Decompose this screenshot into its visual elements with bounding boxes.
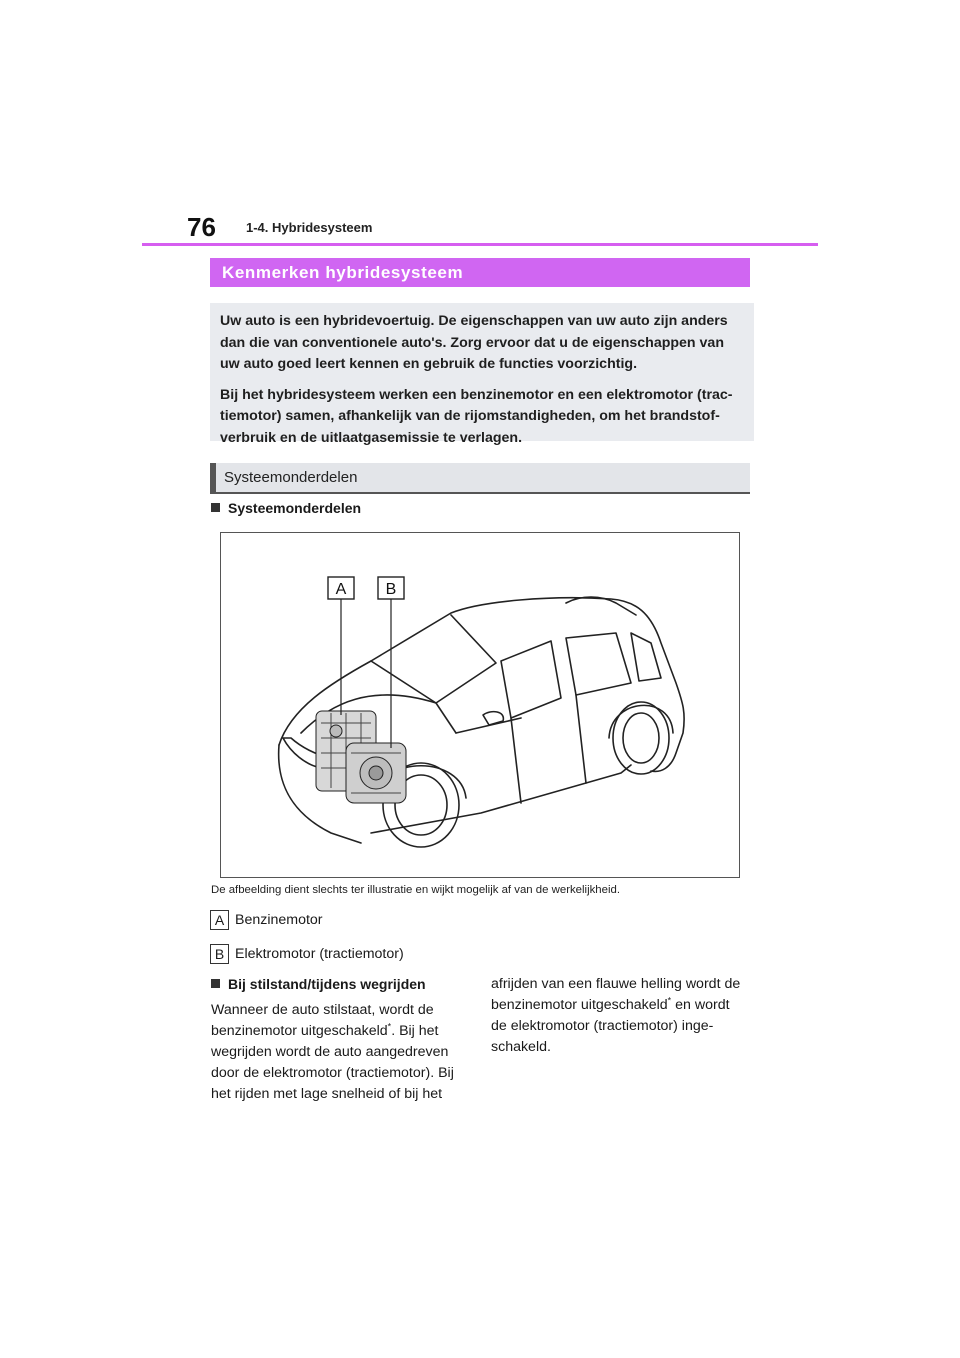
windshield-line	[371, 615, 496, 703]
legend-key-a: A	[210, 910, 229, 930]
left-column	[211, 1000, 469, 1105]
car-drawing	[221, 533, 741, 879]
bullet-square-icon	[211, 503, 220, 512]
door-line-2	[576, 695, 586, 783]
footnote-mark-1: *	[387, 1021, 392, 1032]
legend-label-b: Elektromotor (tractiemotor)	[235, 946, 404, 962]
rear-wheel-inner	[623, 713, 659, 763]
intro-paragraph-2: Bij het hybridesysteem werken een benzinemotor en een elektromotor (trac-tiemotor) samen, afhankelijk van de rijomstandigheden, om het brandstof-verbruik en de uitlaatgasemissie te verlagen.	[220, 386, 733, 446]
motor-illustration	[346, 743, 406, 803]
car-illustration	[220, 532, 740, 878]
left-column-text	[211, 1000, 469, 1105]
header-rule	[142, 243, 818, 246]
section-header: 1-4. Hybridesysteem	[246, 220, 373, 235]
left-text-2: . Bij het wegrijden wordt de auto aangedreven door de elektromotor (tractiemotor). Bij het rijden met lage snelheid of bij het	[211, 1023, 454, 1102]
figure-heading	[211, 500, 361, 516]
right-text-2: en wordt de elektromotor (tractiemotor) inge-schakeld.	[491, 997, 730, 1055]
rear-wheel-arch	[609, 705, 673, 738]
intro-paragraph-1: Uw auto is een hybridevoertuig. De eigenschappen van uw auto zijn anders dan die van conventionele auto's. Zorg ervoor dat u de eigenschappen van uw auto goed leert kennen en gebruik de functies voorzichtig.	[220, 313, 728, 372]
front-window	[501, 641, 561, 718]
footnote-mark-2: *	[667, 995, 672, 1006]
sill-line	[371, 765, 631, 833]
left-text-1: Wanneer de auto stilstaat, wordt de benzinemotor uitgeschakeld	[211, 1002, 434, 1039]
a-pillar	[436, 703, 456, 733]
figure-heading-text: Systeemonderdelen	[228, 500, 362, 516]
right-column	[491, 974, 749, 1058]
section2-heading-text: Bij stilstand/tijdens wegrijden	[228, 976, 426, 992]
callout-a-label: A	[335, 581, 347, 598]
callout-b-label: B	[385, 581, 397, 598]
subsection-title: Systeemonderdelen	[210, 463, 750, 494]
legend-item-a	[210, 910, 323, 930]
rear-spoiler	[566, 597, 636, 615]
legend-key-b: B	[210, 944, 229, 964]
bullet-square-icon	[211, 979, 220, 988]
right-text-1: afrijden van een flauwe helling wordt de benzinemotor uitgeschakeld	[491, 976, 741, 1013]
legend-item-b	[210, 944, 404, 964]
quarter-window	[631, 633, 661, 681]
page-title: Kenmerken hybridesysteem	[210, 258, 750, 287]
right-column-text	[491, 974, 749, 1058]
door-line-1	[511, 718, 521, 803]
page-number: 76	[187, 212, 216, 242]
figure-caption: De afbeelding dient slechts ter illustratie en wijkt mogelijk af van de werkelijkheid.	[211, 884, 621, 896]
legend-label-a: Benzinemotor	[235, 912, 323, 928]
section2-heading	[211, 976, 426, 992]
intro-box	[210, 303, 754, 446]
rear-window	[566, 633, 631, 695]
